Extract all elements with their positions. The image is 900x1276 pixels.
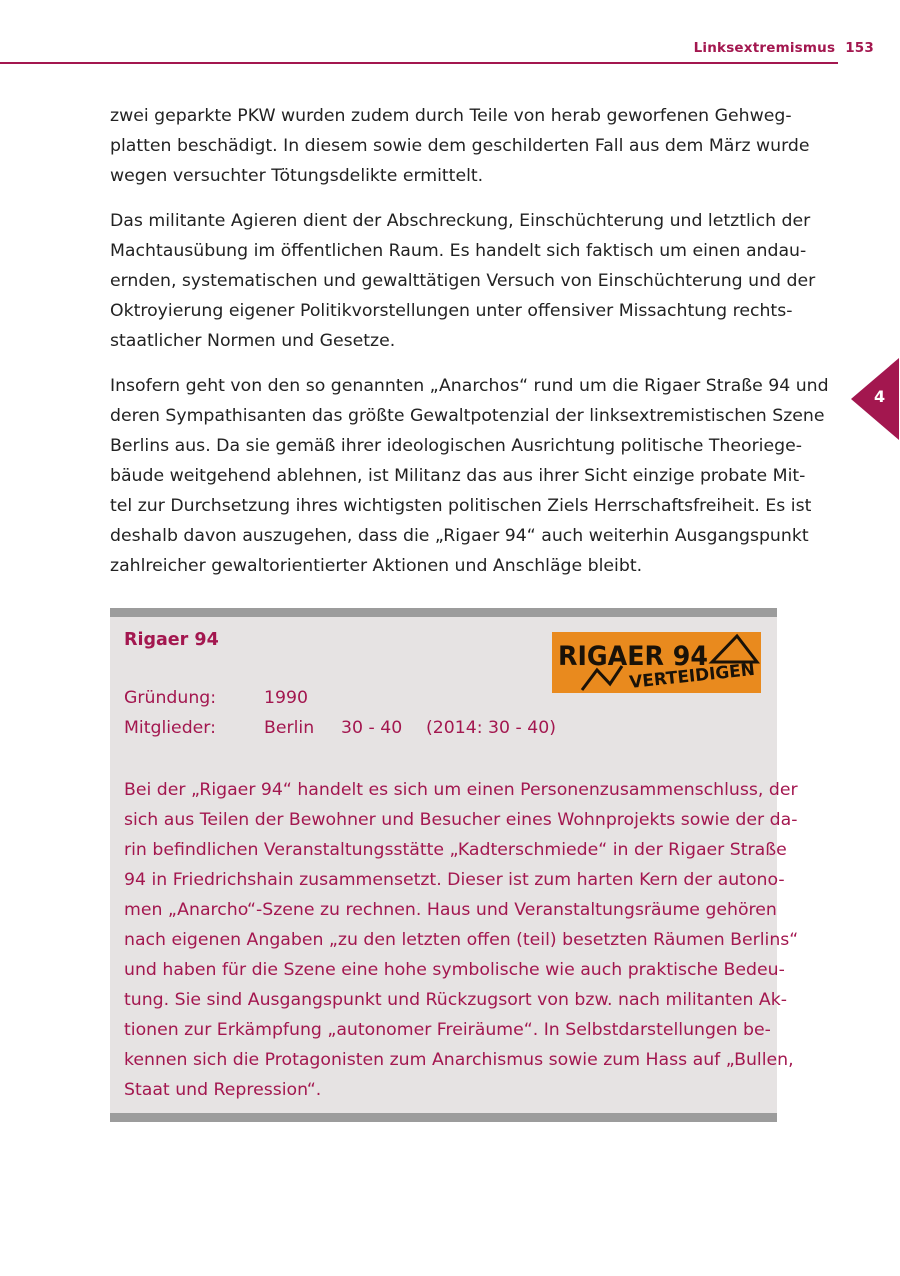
section-title: Linksextremismus xyxy=(693,40,836,56)
text-line: kennen sich die Protagonisten zum Anarchismus sowie zum Hass auf „Bullen, xyxy=(124,1050,794,1070)
text-line: wegen versuchter Tötungsdelikte ermittelt. xyxy=(110,166,484,186)
text-line: Bei der „Rigaer 94“ handelt es sich um einen Personenzusammenschluss, der xyxy=(124,780,798,800)
svg-text:VERTEIDIGEN: VERTEIDIGEN xyxy=(628,659,757,693)
text-line: Staat und Repression“. xyxy=(124,1080,322,1100)
text-line: tel zur Durchsetzung ihres wichtigsten politischen Ziels Herrschaftsfreiheit. Es ist xyxy=(110,496,812,516)
box-description xyxy=(124,775,799,1105)
svg-text:RIGAER 94: RIGAER 94 xyxy=(558,641,708,672)
text-line: Das militante Agieren dient der Abschreckung, Einschüchterung und letztlich der xyxy=(110,211,811,231)
chapter-number: 4 xyxy=(874,387,886,406)
text-line: deshalb davon auszugehen, dass die „Rigaer 94“ auch weiterhin Ausgangspunkt xyxy=(110,526,809,546)
paragraph-1 xyxy=(110,101,810,191)
text-line: zahlreicher gewaltorientierter Aktionen und Anschläge bleibt. xyxy=(110,556,643,576)
text-line: platten beschädigt. In diesem sowie dem geschilderten Fall aus dem März wurde xyxy=(110,136,810,156)
page-number: 153 xyxy=(845,40,874,56)
paragraph-2 xyxy=(110,206,816,356)
text-line: sich aus Teilen der Bewohner und Besucher eines Wohnprojekts sowie der da- xyxy=(124,810,798,830)
founding-label: Gründung: xyxy=(124,688,217,708)
info-box xyxy=(110,608,799,1122)
text-line: Oktroyierung eigener Politikvorstellungen unter offensiver Missachtung rechts- xyxy=(110,301,793,321)
members-count: 30 - 40 xyxy=(341,718,403,738)
text-line: tung. Sie sind Ausgangspunkt und Rückzugsort von bzw. nach militanten Ak- xyxy=(124,990,787,1010)
members-previous: (2014: 30 - 40) xyxy=(426,718,556,738)
founding-value: 1990 xyxy=(264,688,308,708)
text-line: men „Anarcho“-Szene zu rechnen. Haus und Veranstaltungsräume gehören xyxy=(124,900,777,920)
text-line: staatlicher Normen und Gesetze. xyxy=(110,331,396,351)
members-place: Berlin xyxy=(264,718,315,738)
text-line: ernden, systematischen und gewalttätigen Versuch von Einschüchterung und der xyxy=(110,271,816,291)
members-label: Mitglieder: xyxy=(124,718,216,738)
text-line: und haben für die Szene eine hohe symbolische wie auch praktische Bedeu- xyxy=(124,960,785,980)
box-top-bar xyxy=(110,608,777,617)
paragraph-3 xyxy=(110,371,829,581)
text-line: rin befindlichen Veranstaltungsstätte „Kadterschmiede“ in der Rigaer Straße xyxy=(124,840,787,860)
header-rule xyxy=(0,62,838,64)
text-line: nach eigenen Angaben „zu den letzten offen (teil) besetzten Räumen Berlins“ xyxy=(124,930,799,950)
text-line: Berlins aus. Da sie gemäß ihrer ideologischen Ausrichtung politische Theoriege- xyxy=(110,436,802,456)
running-header xyxy=(694,40,874,56)
text-line: zwei geparkte PKW wurden zudem durch Teile von herab geworfenen Gehweg- xyxy=(110,106,792,126)
text-line: tionen zur Erkämpfung „autonomer Freiräume“. In Selbstdarstellungen be- xyxy=(124,1020,771,1040)
box-title: Rigaer 94 xyxy=(124,630,219,650)
text-line: Insofern geht von den so genannten „Anarchos“ rund um die Rigaer Straße 94 und xyxy=(110,376,829,396)
rigaer94-logo-image xyxy=(552,632,761,693)
text-line: bäude weitgehend ablehnen, ist Militanz das aus ihrer Sicht einzige probate Mit- xyxy=(110,466,806,486)
text-line: deren Sympathisanten das größte Gewaltpotenzial der linksextremistischen Szene xyxy=(110,406,825,426)
text-line: 94 in Friedrichshain zusammensetzt. Dieser ist zum harten Kern der autono- xyxy=(124,870,785,890)
text-line: Machtausübung im öffentlichen Raum. Es handelt sich faktisch um einen andau- xyxy=(110,241,807,261)
box-bottom-bar xyxy=(110,1113,777,1122)
